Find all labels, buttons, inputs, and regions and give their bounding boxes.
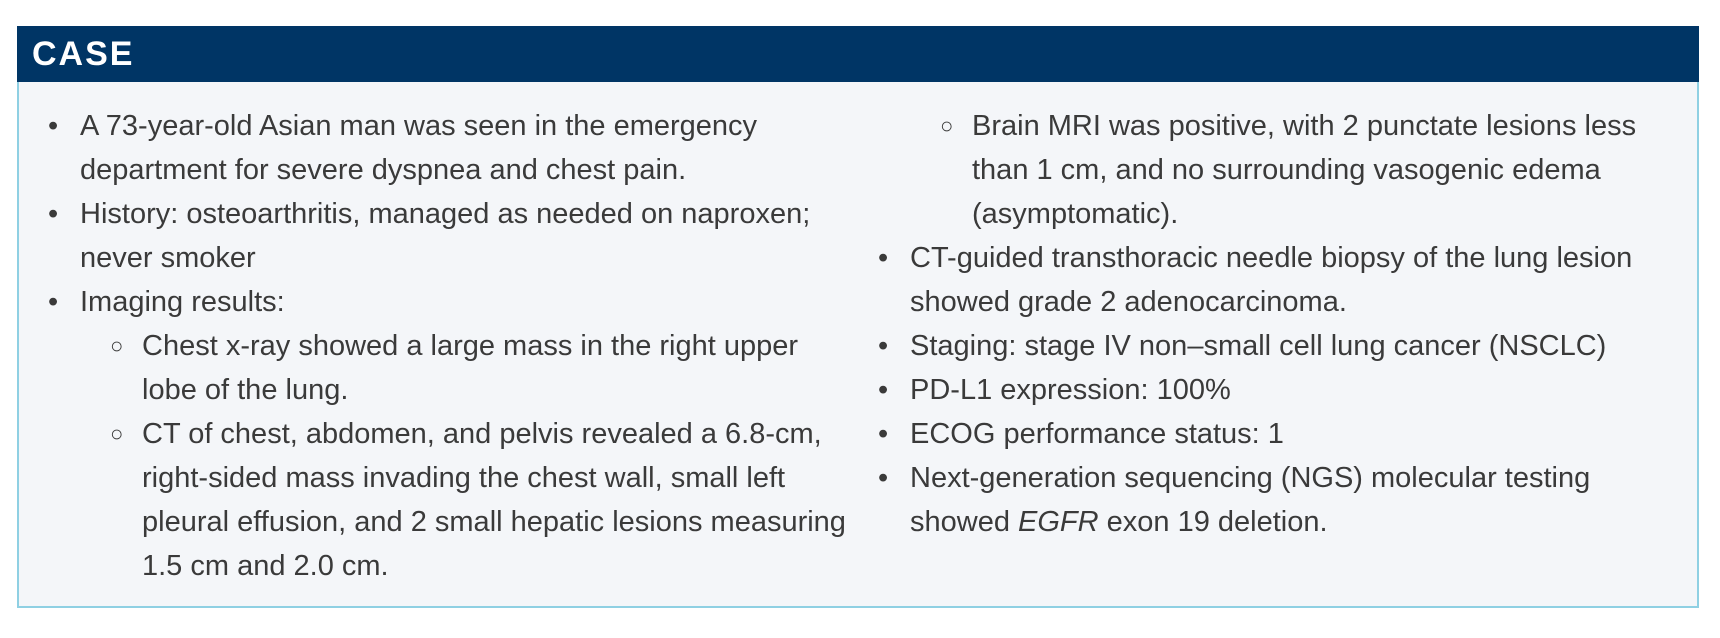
item-text: Imaging results: [80, 286, 285, 318]
list-item [878, 368, 1678, 412]
item-text: CT of chest, abdomen, and pelvis revealed a 6.8-cm, right-sided mass invading the chest wall, small left pleural effusion, and 2 small hepatic lesions measuring 1.5 cm and 2.0 cm. [142, 418, 846, 582]
item-text: PD-L1 expression: 100% [910, 374, 1231, 406]
list-item [878, 412, 1678, 456]
item-text: Brain MRI was positive, with 2 punctate lesions less than 1 cm, and no surrounding vasogenic edema (asymptomatic). [972, 110, 1637, 230]
sub-bullet-icon: ○ [110, 333, 124, 358]
list-item [878, 236, 1678, 324]
sub-bullet-icon: ○ [110, 421, 124, 446]
list-item [878, 324, 1678, 368]
bullet-icon: • [48, 110, 59, 142]
list-item [48, 192, 848, 280]
bullet-icon: • [878, 418, 889, 450]
item-text-after: exon 19 deletion. [1098, 506, 1328, 538]
left-column [48, 104, 848, 588]
sub-bullet-icon: ○ [940, 113, 954, 138]
item-text: ECOG performance status: 1 [910, 418, 1284, 450]
item-text: CT-guided transthoracic needle biopsy of the lung lesion showed grade 2 adenocarcinoma. [910, 242, 1633, 318]
bullet-icon: • [48, 198, 59, 230]
left-list [48, 104, 848, 588]
list-item [48, 280, 848, 324]
sub-list-item [48, 324, 848, 412]
item-text: Staging: stage IV non–small cell lung cancer (NSCLC) [910, 330, 1607, 362]
sub-list-item [878, 104, 1678, 236]
sub-list-item [48, 412, 848, 588]
item-text-before: Next-generation sequencing (NGS) molecular testing showed [910, 462, 1591, 538]
gene-name: EGFR [1018, 506, 1099, 538]
item-text: History: osteoarthritis, managed as needed on naproxen; never smoker [80, 198, 811, 274]
case-header [17, 26, 1699, 82]
right-column [878, 104, 1678, 544]
right-list [878, 104, 1678, 544]
list-item [48, 104, 848, 192]
case-title: CASE [32, 34, 135, 73]
bullet-icon: • [878, 374, 889, 406]
bullet-icon: • [878, 462, 889, 494]
bullet-icon: • [878, 242, 889, 274]
bullet-icon: • [878, 330, 889, 362]
item-text: A 73-year-old Asian man was seen in the emergency department for severe dyspnea and chest pain. [80, 110, 758, 186]
bullet-icon: • [48, 286, 59, 318]
item-text: Chest x-ray showed a large mass in the right upper lobe of the lung. [142, 330, 799, 406]
list-item [878, 456, 1678, 544]
